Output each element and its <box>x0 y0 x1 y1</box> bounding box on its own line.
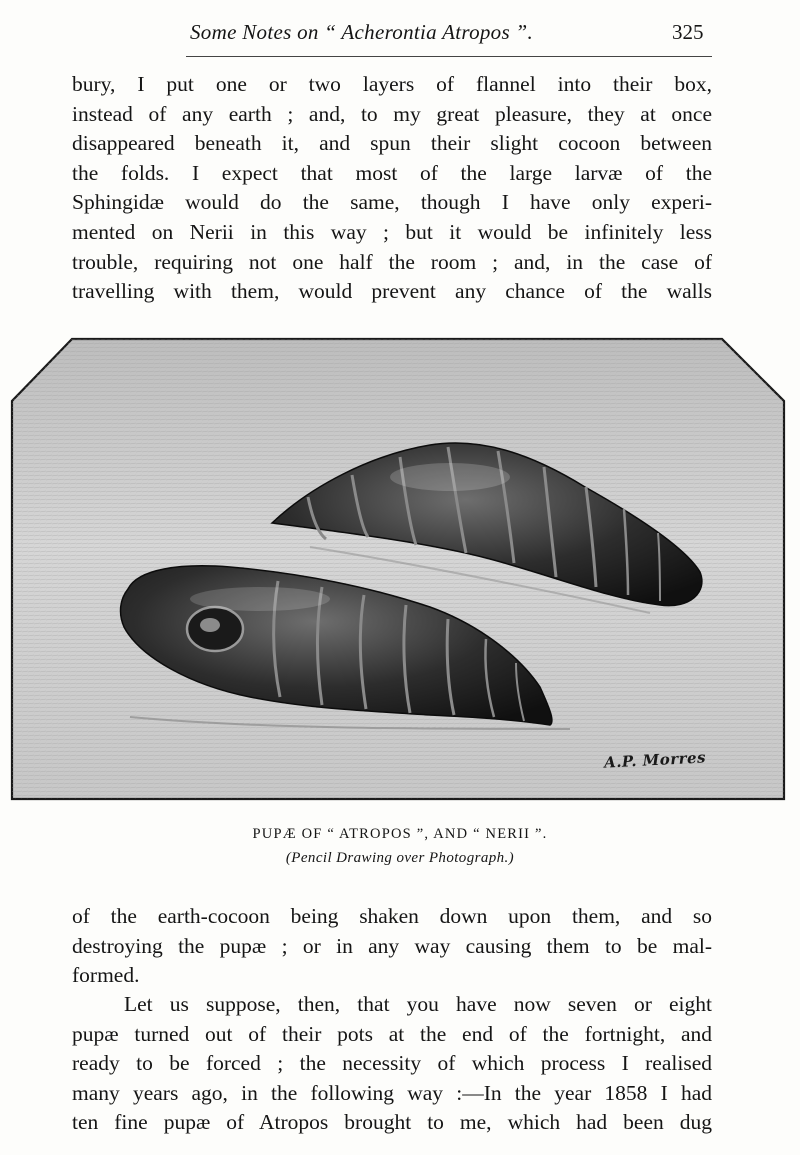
text-line: disappeared beneath it, and spun their slight cocoon between <box>72 131 712 156</box>
text-line: trouble, requiring not one half the room ; and, in the case of <box>72 249 712 274</box>
figure-caption: PUPÆ OF “ ATROPOS ”, AND “ NERII ”. <box>252 826 548 842</box>
text-line: Let us suppose, then, that you have now seven or eight <box>124 992 712 1016</box>
text-line: many years ago, in the following way :—In the year 1858 I had <box>72 1080 712 1105</box>
text-line: Sphingidæ would do the same, though I have only experi- <box>72 190 712 215</box>
running-head <box>0 14 800 54</box>
running-head-title: Some Notes on “ Acherontia Atropos ”. <box>190 20 534 44</box>
text-line: bury, I put one or two layers of flannel into their box, <box>72 72 712 96</box>
text-line: the folds. I expect that most of the large larvæ of the <box>72 160 712 185</box>
pupae-illustration <box>10 337 786 803</box>
text-line: travelling with them, would prevent any chance of the walls <box>72 279 712 304</box>
page-number: 325 <box>672 20 704 44</box>
header-rule <box>186 56 712 57</box>
text-line: instead of any earth ; and, to my great pleasure, they at once <box>72 101 712 126</box>
figure-subcaption: (Pencil Drawing over Photograph.) <box>285 850 515 866</box>
text-line: formed. <box>72 963 140 988</box>
paragraph-bottom <box>72 902 712 991</box>
paragraph-bottom-2 <box>72 990 712 1138</box>
pupae-drawing <box>10 337 786 803</box>
text-line: ready to be forced ; the necessity of which process I realised <box>72 1051 712 1076</box>
artist-signature: A.P. Morres <box>603 748 707 772</box>
text-line: pupæ turned out of their pots at the end of the fortnight, and <box>72 1021 712 1046</box>
text-line: mented on Nerii in this way ; but it would be infinitely less <box>72 219 712 244</box>
text-line: of the earth-cocoon being shaken down upon them, and so <box>72 904 712 928</box>
text-line: destroying the pupæ ; or in any way causing them to be mal- <box>72 933 712 958</box>
text-line: ten fine pupæ of Atropos brought to me, which had been dug <box>72 1110 712 1135</box>
paragraph-top <box>72 70 712 307</box>
